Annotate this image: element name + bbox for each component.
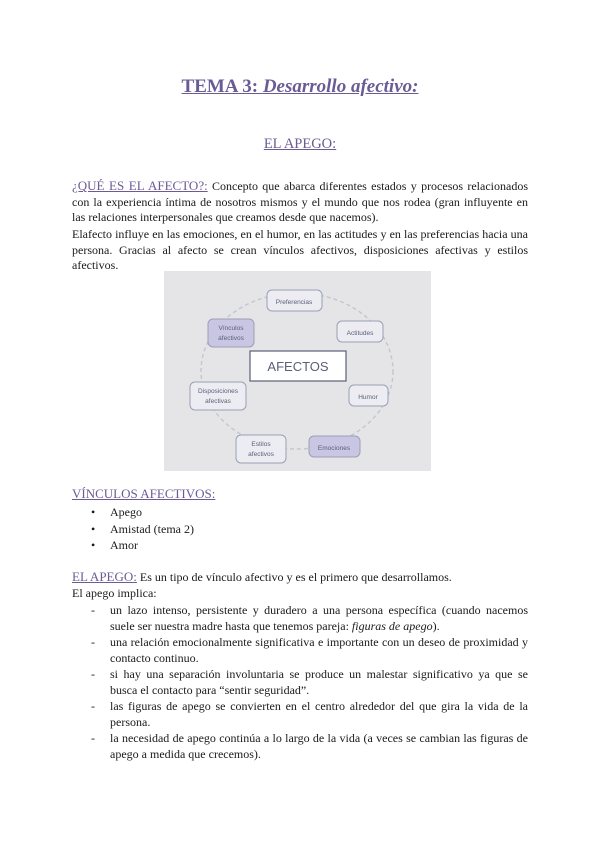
vinculos-list <box>72 504 194 554</box>
item1-emphasis: figuras de apego <box>351 619 433 633</box>
item1-text: un lazo intenso, persistente y duradero a una persona específica (cuando nacemos suele ser nuestra madre hasta que tenemos pareja: <box>110 603 528 633</box>
diagram-svg <box>164 271 431 471</box>
node-estilos-label-2: afectivos <box>248 451 274 458</box>
apego-term: EL APEGO: <box>72 569 137 584</box>
page-title <box>0 76 600 98</box>
title-italic: Desarrollo afectivo: <box>262 76 419 97</box>
intro-paragraph <box>72 178 528 226</box>
afecto-term: ¿QUÉ ES EL AFECTO?: <box>72 178 208 193</box>
second-paragraph: Elafecto influye en las emociones, en el humor, en las actitudes y en las preferencias hacia una persona. Gracias al afecto se crean vínculos afectivos, disposiciones afectivas y estilos afectivos. <box>72 227 528 272</box>
list-item: - la necesidad de apego continúa a lo largo de la vida (a veces se cambian las figuras de apego a medida que crecemos). <box>72 730 528 762</box>
node-disposiciones <box>190 382 246 410</box>
node-disposiciones-label-2: afectivas <box>205 398 231 405</box>
list-item: - una relación emocionalmente significativa e importante con un deseo de proximidad y contacto continuo. <box>72 634 528 666</box>
node-vinculos-label-1: Vínculos <box>218 325 244 332</box>
section-subtitle: EL APEGO: <box>263 136 337 152</box>
list-item: - si hay una separación involuntaria se produce un malestar significativo ya que se busca el contacto para “sentir seguridad”. <box>72 666 528 698</box>
list-item: • Apego <box>72 504 194 521</box>
node-preferencias-label: Preferencias <box>275 299 313 306</box>
node-estilos-label-1: Estilos <box>251 441 271 448</box>
list-item <box>72 602 528 634</box>
node-estilos <box>236 435 286 463</box>
node-actitudes-label: Actitudes <box>346 330 374 337</box>
afectos-diagram <box>164 271 431 471</box>
node-disposiciones-label-1: Disposiciones <box>197 388 239 395</box>
node-humor-label: Humor <box>358 394 378 401</box>
apego-list <box>72 602 528 762</box>
item1-end: ). <box>432 619 440 633</box>
afecto-definition: Concepto que abarca diferentes estados y procesos relacionados con la experiencia íntima de nosotros mismos y el mundo que nos rodea (gran influyente en las relaciones interpersonales que creamos desde que nacemos). <box>72 179 528 224</box>
list-item: • Amor <box>72 537 194 554</box>
apego-paragraph <box>72 569 528 586</box>
node-emociones-label: Emociones <box>317 445 351 452</box>
node-vinculos-label-2: afectivos <box>218 335 244 342</box>
apego-implica: El apego implica: <box>72 586 157 600</box>
list-item: - las figuras de apego se convierten en el centro alrededor del que gira la vida de la persona. <box>72 698 528 730</box>
vinculos-heading: VÍNCULOS AFECTIVOS: <box>72 486 216 501</box>
title-plain: TEMA 3: <box>181 76 263 97</box>
list-item: • Amistad (tema 2) <box>72 521 194 538</box>
node-vinculos <box>208 319 254 347</box>
apego-definition: Es un tipo de vínculo afectivo y es el primero que desarrollamos. <box>136 570 452 584</box>
center-label: AFECTOS <box>267 359 329 374</box>
